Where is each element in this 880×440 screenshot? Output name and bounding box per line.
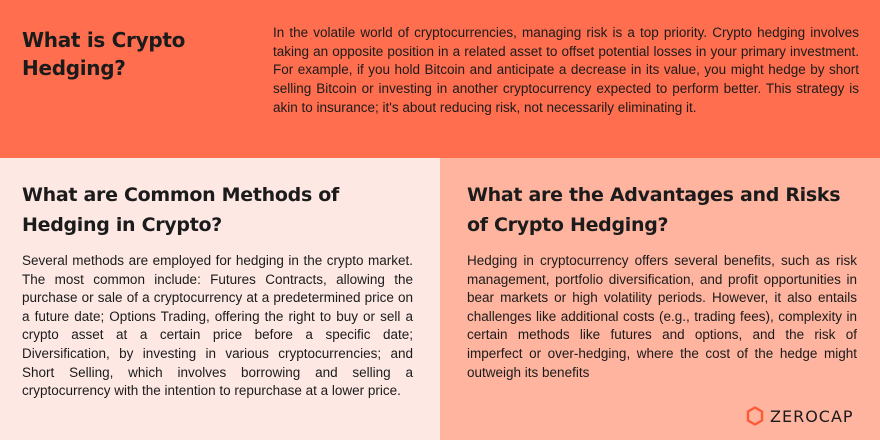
right-section — [440, 158, 880, 440]
hexagon-logo-icon — [746, 406, 764, 426]
right-heading: What are the Advantages and Risks of Crypto Hedging? — [467, 184, 841, 236]
left-body: Several methods are employed for hedging in the crypto market. The most common include: Futures Contracts, allowing the purchase or sale of a cryptocurrency at a predetermined price on a future date; Options Trading, offering the right to buy or sell a crypto asset at a certain price before a specific date; Diversification, by investing in various cryptocurrencies; and Short Selling, which involves borrowing and selling a cryptocurrency with the intention to repurchase at a lower price. — [22, 253, 413, 399]
top-section — [0, 0, 880, 158]
left-heading: What are Common Methods of Hedging in Crypto? — [22, 184, 339, 236]
zerocap-logo — [746, 406, 854, 426]
top-body: In the volatile world of cryptocurrencies, managing risk is a top priority. Crypto hedging involves taking an opposite position in a related asset to offset potential losses in your primary investment. For example, if you hold Bitcoin and anticipate a decrease in its value, you might hedge by short selling Bitcoin or investing in another cryptocurrency expected to perform better. This strategy is akin to insurance; it's about reducing risk, not necessarily eliminating it. — [273, 25, 859, 115]
top-heading: What is Crypto Hedging? — [22, 28, 186, 80]
right-body: Hedging in cryptocurrency offers several benefits, such as risk management, portfolio diversification, and profit opportunities in bear markets or high volatility periods. However, it also entails challenges like additional costs (e.g., trading fees), complexity in certain methods like futures and options, and the risk of imperfect or over-hedging, where the cost of the hedge might outweigh its benefits — [467, 253, 857, 380]
left-section — [0, 158, 440, 440]
logo-text: ZEROCAP — [770, 406, 854, 426]
